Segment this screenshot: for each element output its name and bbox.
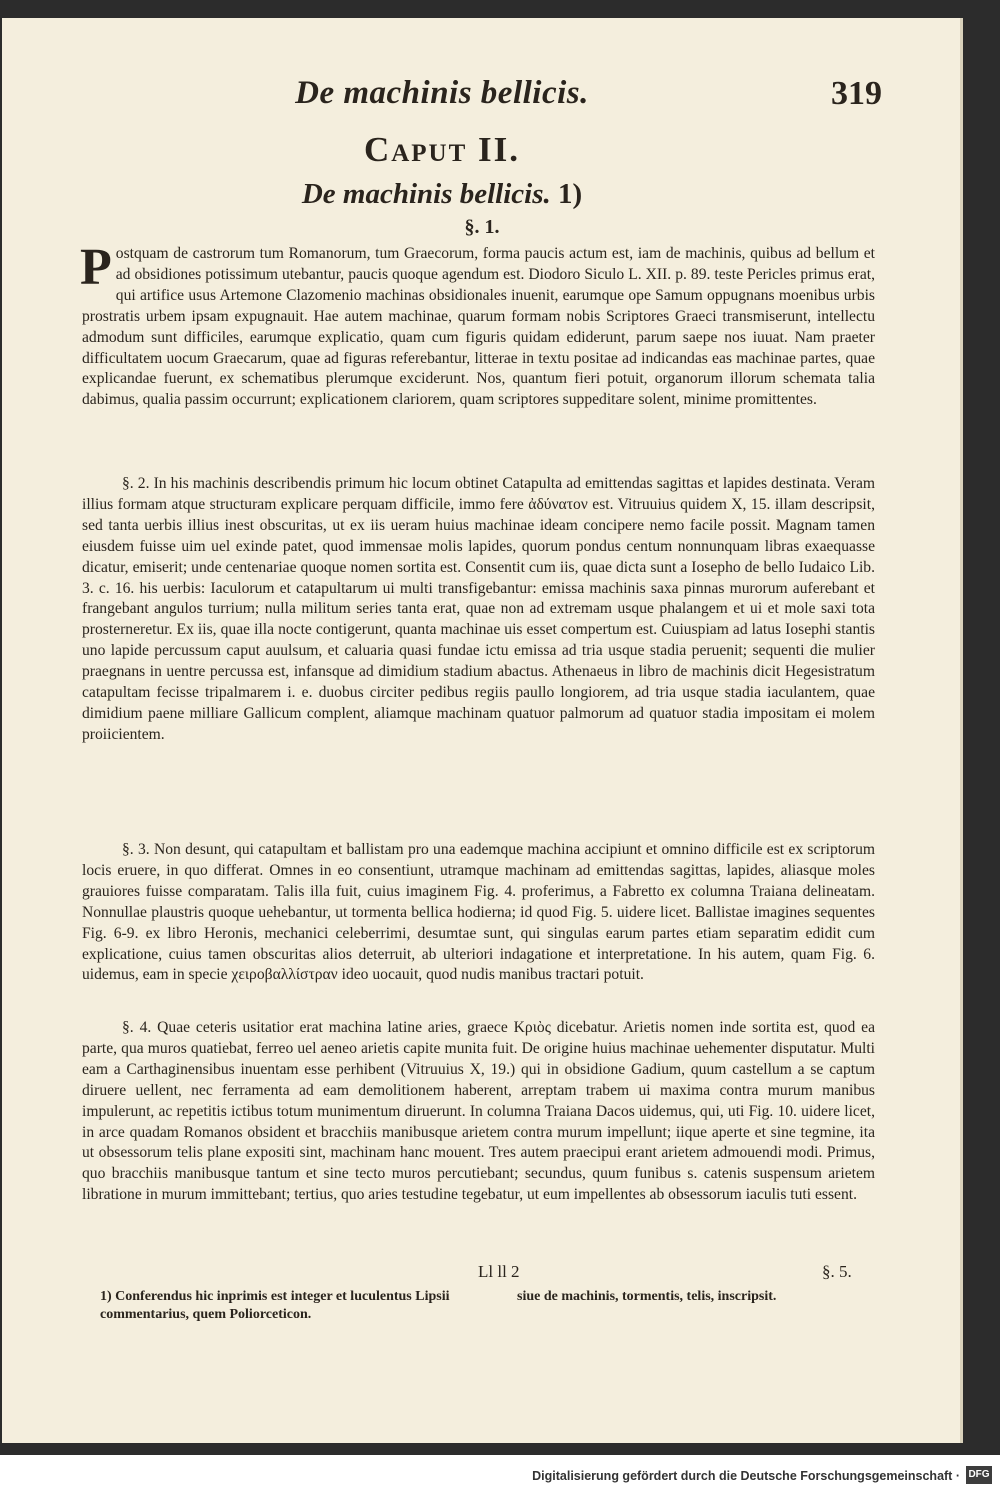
chapter-title-text: De machinis bellicis.: [301, 178, 551, 210]
paragraph-1-text: ostquam de castrorum tum Romanorum, tum Graecorum, forma paucis actum est, iam de machinis, quibus ad bellum et ad obsidiones potissimum utebantur, paucis quoque agendum est. Diodoro Siculo L. XII. p. 89. teste Pericles primus erat, qui artifice usus Artemone Clazomenio machinas obsidionales inuenit, earumque ope Samum oppugnans moenibus urbis prostratis urbem ipsam expugnauit. Hae autem machinae, quarum formam nobis Scriptores Graeci transmiserunt, intellectu admodum sunt difficiles, earumque explicatio, quam cum figuris quidam ediderunt, parum saepe nos iuuat. Nam praeter difficultatem uocum Graecarum, quae ad figuras referebantur, litterae in textu positae ad indicandas eas machinae partes, quae explicandae fuerunt, ex schematibus plerumque exciderunt. Nos, quantum fieri potuit, organorum illorum schemata talia dabimus, qualia passim occurrunt; explicationem clariorem, quam scriptores suppeditare solent, minime promittentes.: [82, 245, 875, 409]
paragraph-3: [82, 840, 875, 986]
footnote-col-1: 1) Conferendus hic inprimis est integer et luculentus Lipsii commentarius, quem Poliorceticon.: [100, 1289, 450, 1322]
dfg-credit-text: Digitalisierung gefördert durch die Deutsche Forschungsgemeinschaft ·: [532, 1469, 960, 1483]
paragraph-1: [80, 239, 875, 411]
drop-cap: P: [80, 239, 112, 296]
paragraph-2-text: §. 2. In his machinis describendis primum hic locum obtinet Catapulta ad emittendas sagittas et lapides destinata. Veram illius formam atque structuram explicare perquam difficile, immo fere ἀδύνατον est. Vitruuius quidem X, 15. illam descripsit, sed tanta uerbis illius inest obscuritas, ut ex iis ueram huius machinae ideam concipere nemo facile possit. Magnam tamen eiusdem fuisse uim uel exinde patet, quod immensae molis lapides, quorum pondus centum nonnunquam libras exaequasse dicatur, emiserit; unde centenariae quoque nomen sortita est. Consentit cum iis, quae dicta sunt a Iosepho de bello Iudaico Lib. 3. c. 16. his uerbis: Iaculorum et catapultarum ui multi transfigebantur: emissa machinis saxa pinnas murorum auferebant et frangebant angulos turrium; nulla militum series tanta erat, quae non ad extremam usque phalangem et ui et mole saxi tota prosterneretur. Ex iis, quae illa nocte contigerunt, quanta machinae uis esset compertum est. Cuiuspiam ad latus Iosephi stantis uno lapide percussum caput auulsum, et caluaria quasi fundae ictu emissa ad tria usque stadia peruenit; sequenti die mulier praegnans in uentre percussa est, infansque ad dimidium stadium abactus. Athenaeus in libro de machinis dicit Hegesistratum catapultam fecisse tripalmarem i. e. duobus circiter pedibus regiis paullo longiorem, ad tria usque stadia iaculantem, quae dimidium paene milliare Gallicum complent, aliamque machinam quatuor palmorum ad quatuor stadia impositam ei molem proiicientem.: [82, 475, 875, 743]
catchword: §. 5.: [822, 1262, 852, 1281]
footnote-ref: 1): [558, 178, 583, 210]
section-label: §. 1.: [464, 216, 500, 238]
running-title: De machinis bellicis.: [295, 75, 589, 111]
paragraph-4: [82, 1018, 875, 1206]
chapter-heading: Caput II.: [363, 130, 521, 169]
footnote-col-2: siue de machinis, tormentis, telis, inscripsit.: [517, 1289, 777, 1304]
dfg-credit-bar: [0, 1455, 1000, 1497]
running-header: [2, 73, 882, 123]
dfg-logo: DFG: [966, 1466, 992, 1484]
paragraph-3-text: §. 3. Non desunt, qui catapultam et ballistam pro una eademque machina accipiunt et omnino difficile est ex scriptorum locis eruere, in quo differat. Omnes in eo consentiunt, utramque machinam ad emittendas sagittas, lapides, aliasque moles grauiores fuisse comparatam. Talis illa fuit, cuius imaginem Fig. 4. proferimus, a Fabretto ex columna Traiana delineatam. Nonnullae plaustris quoque uehebantur, ut tormenta bellica hodierna; id quod Fig. 5. uidere licet. Ballistae imagines sequentes Fig. 6-9. ex libro Heronis, mechanici celeberrimi, desumtae sunt, qui singulas earum partes etiam separatim edidit cum explicatione, cuius tamen obscuritas alios deterruit, ab ulteriori indagatione et interpretatione. In his autem, quam Fig. 6. uidemus, eam in specie χειροβαλλίστραν ideo uocauit, quod nudis manibus tractari potuit.: [82, 841, 875, 984]
page-number: 319: [831, 75, 882, 112]
chapter-title: [2, 178, 882, 211]
signature-mark: Ll ll 2: [478, 1262, 520, 1281]
paragraph-2: [82, 474, 875, 746]
book-page: [2, 18, 963, 1443]
paragraph-4-text: §. 4. Quae ceteris usitatior erat machina latine aries, graece Κριὸς dicebatur. Arietis nomen inde sortita est, quod ea parte, qua muros quatiebat, ferreo uel aeneo arietis capite munita fuit. De origine huius machinae uehementer disputatur. Multi eam a Carthaginensibus inuentam esse perhibent (Vitruuius X, 19.) qui in obsidione Gadium, quum castellum a se captum diruere uellent, nec ferramenta ad eam demolitionem haberent, arreptam trabem ui maxima contra murum manibus impulerunt, ac repetitis ictibus totum munimentum diruerunt. In columna Traiana Dacos uidemus, qui, uti Fig. 10. uidere licet, in arce quadam Romanos obsident et bracchiis manibusque arietem contra murum impellunt; iique aperte et sine tegmine, ita ut obsessorum telis plane expositi sint, machinam hanc mouent. Tres autem praecipui erant arietem admouendi modi. Primus, quo bracchiis manibusque tantum et sine tecto muros percutiebant; secundus, quum funibus s. catenis suspensum arietem libratione in murum immittebant; tertius, quo aries testudine tegebatur, ut eum impellentes ab obsessorum iaculis tuti essent.: [82, 1019, 875, 1204]
